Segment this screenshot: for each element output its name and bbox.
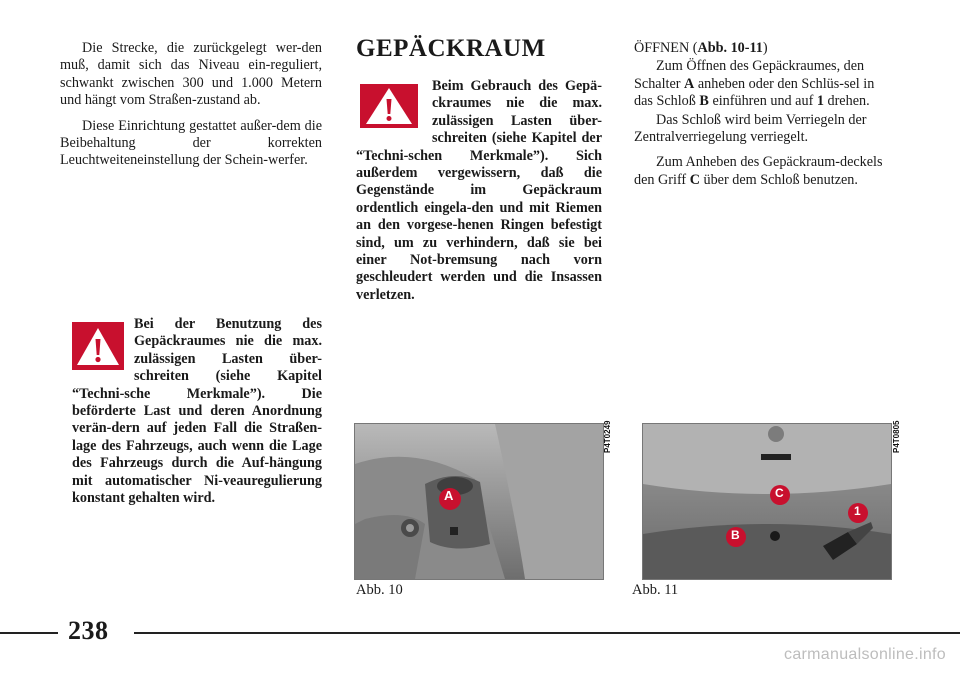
subheading-opening: ÖFFNEN (Abb. 10-11) xyxy=(634,40,768,56)
warning-text-luggage: Beim Gebrauch des Gepä-ckraumes nie die max. zulässigen Lasten über-schreiten (siehe Kapitel der “Techni-schen Merkmale”). Sich außerdem vergewissern, daß die Gegenstände im Gepäckraum ordentlich eingela-den und mit Riemen an den vorgese-henen Ringen befestigt sind, um zu verhindern, daß sie bei einer Not-bremsung nach vorn geschleudert werden und die Insassen verletzen. xyxy=(356,78,602,303)
callout-label-a: A xyxy=(444,488,454,503)
warning-box-load xyxy=(72,316,322,507)
section-title: GEPÄCKRAUM xyxy=(356,35,546,62)
callout-label-1: 1 xyxy=(854,504,861,518)
page-number: 238 xyxy=(68,616,109,645)
warning-triangle-icon xyxy=(72,322,124,370)
figure-10-caption: Abb. 10 xyxy=(356,582,403,598)
watermark: carmanualsonline.info xyxy=(784,646,946,663)
paragraph-leveling-distance: Die Strecke, die zurückgelegt wer-den muß, damit sich das Niveau ein-reguliert, schwankt zwischen 300 und 1.000 Metern und hängt vom Straßen-zustand ab. xyxy=(60,40,322,109)
figure-11-photo xyxy=(642,423,892,580)
warning-triangle-icon xyxy=(360,84,418,128)
column-middle xyxy=(356,34,602,74)
paragraph-central-locking: Das Schloß wird beim Verriegeln der Zentralverriegelung verriegelt. xyxy=(634,111,867,146)
figure-10-photo xyxy=(354,423,604,580)
callout-label-b: B xyxy=(731,528,740,542)
column-right xyxy=(634,40,892,189)
column-left xyxy=(60,40,322,170)
paragraph-headlight-adjustment: Diese Einrichtung gestattet außer-dem die Beibehaltung der korrekten Leuchtweiteneinstellung der Schein-werfer. xyxy=(60,117,322,169)
warning-box-luggage xyxy=(356,78,602,304)
footer-rule-right xyxy=(134,632,960,634)
paragraph-handle: Zum Anheben des Gepäckraum-deckels den Griff C über dem Schloß benutzen. xyxy=(634,154,883,188)
warning-text-load: Bei der Benutzung des Gepäckraumes nie die max. zulässigen Lasten über-schreiten (siehe Kapitel “Techni-sche Merkmale”). Die beförderte Last und deren Anordnung verän-dern auf jeden Fall die Straßen-lage des Fahrzeugs, auch wenn die Lage des Fahrzeugs durch die Auf-hängung mit automatischer Ni-veauregulierung konstant gehalten wird. xyxy=(72,316,322,507)
figure-10-code: P4T0249 xyxy=(603,420,612,453)
figure-11-caption: Abb. 11 xyxy=(632,582,679,598)
callout-label-c: C xyxy=(775,486,784,500)
footer-rule-left xyxy=(0,632,58,634)
paragraph-opening: Zum Öffnen des Gepäckraumes, den Schalter A anheben oder den Schlüs-sel in das Schloß B einführen und auf 1 drehen. xyxy=(634,58,875,110)
figure-11-code: P4T0805 xyxy=(892,420,901,453)
